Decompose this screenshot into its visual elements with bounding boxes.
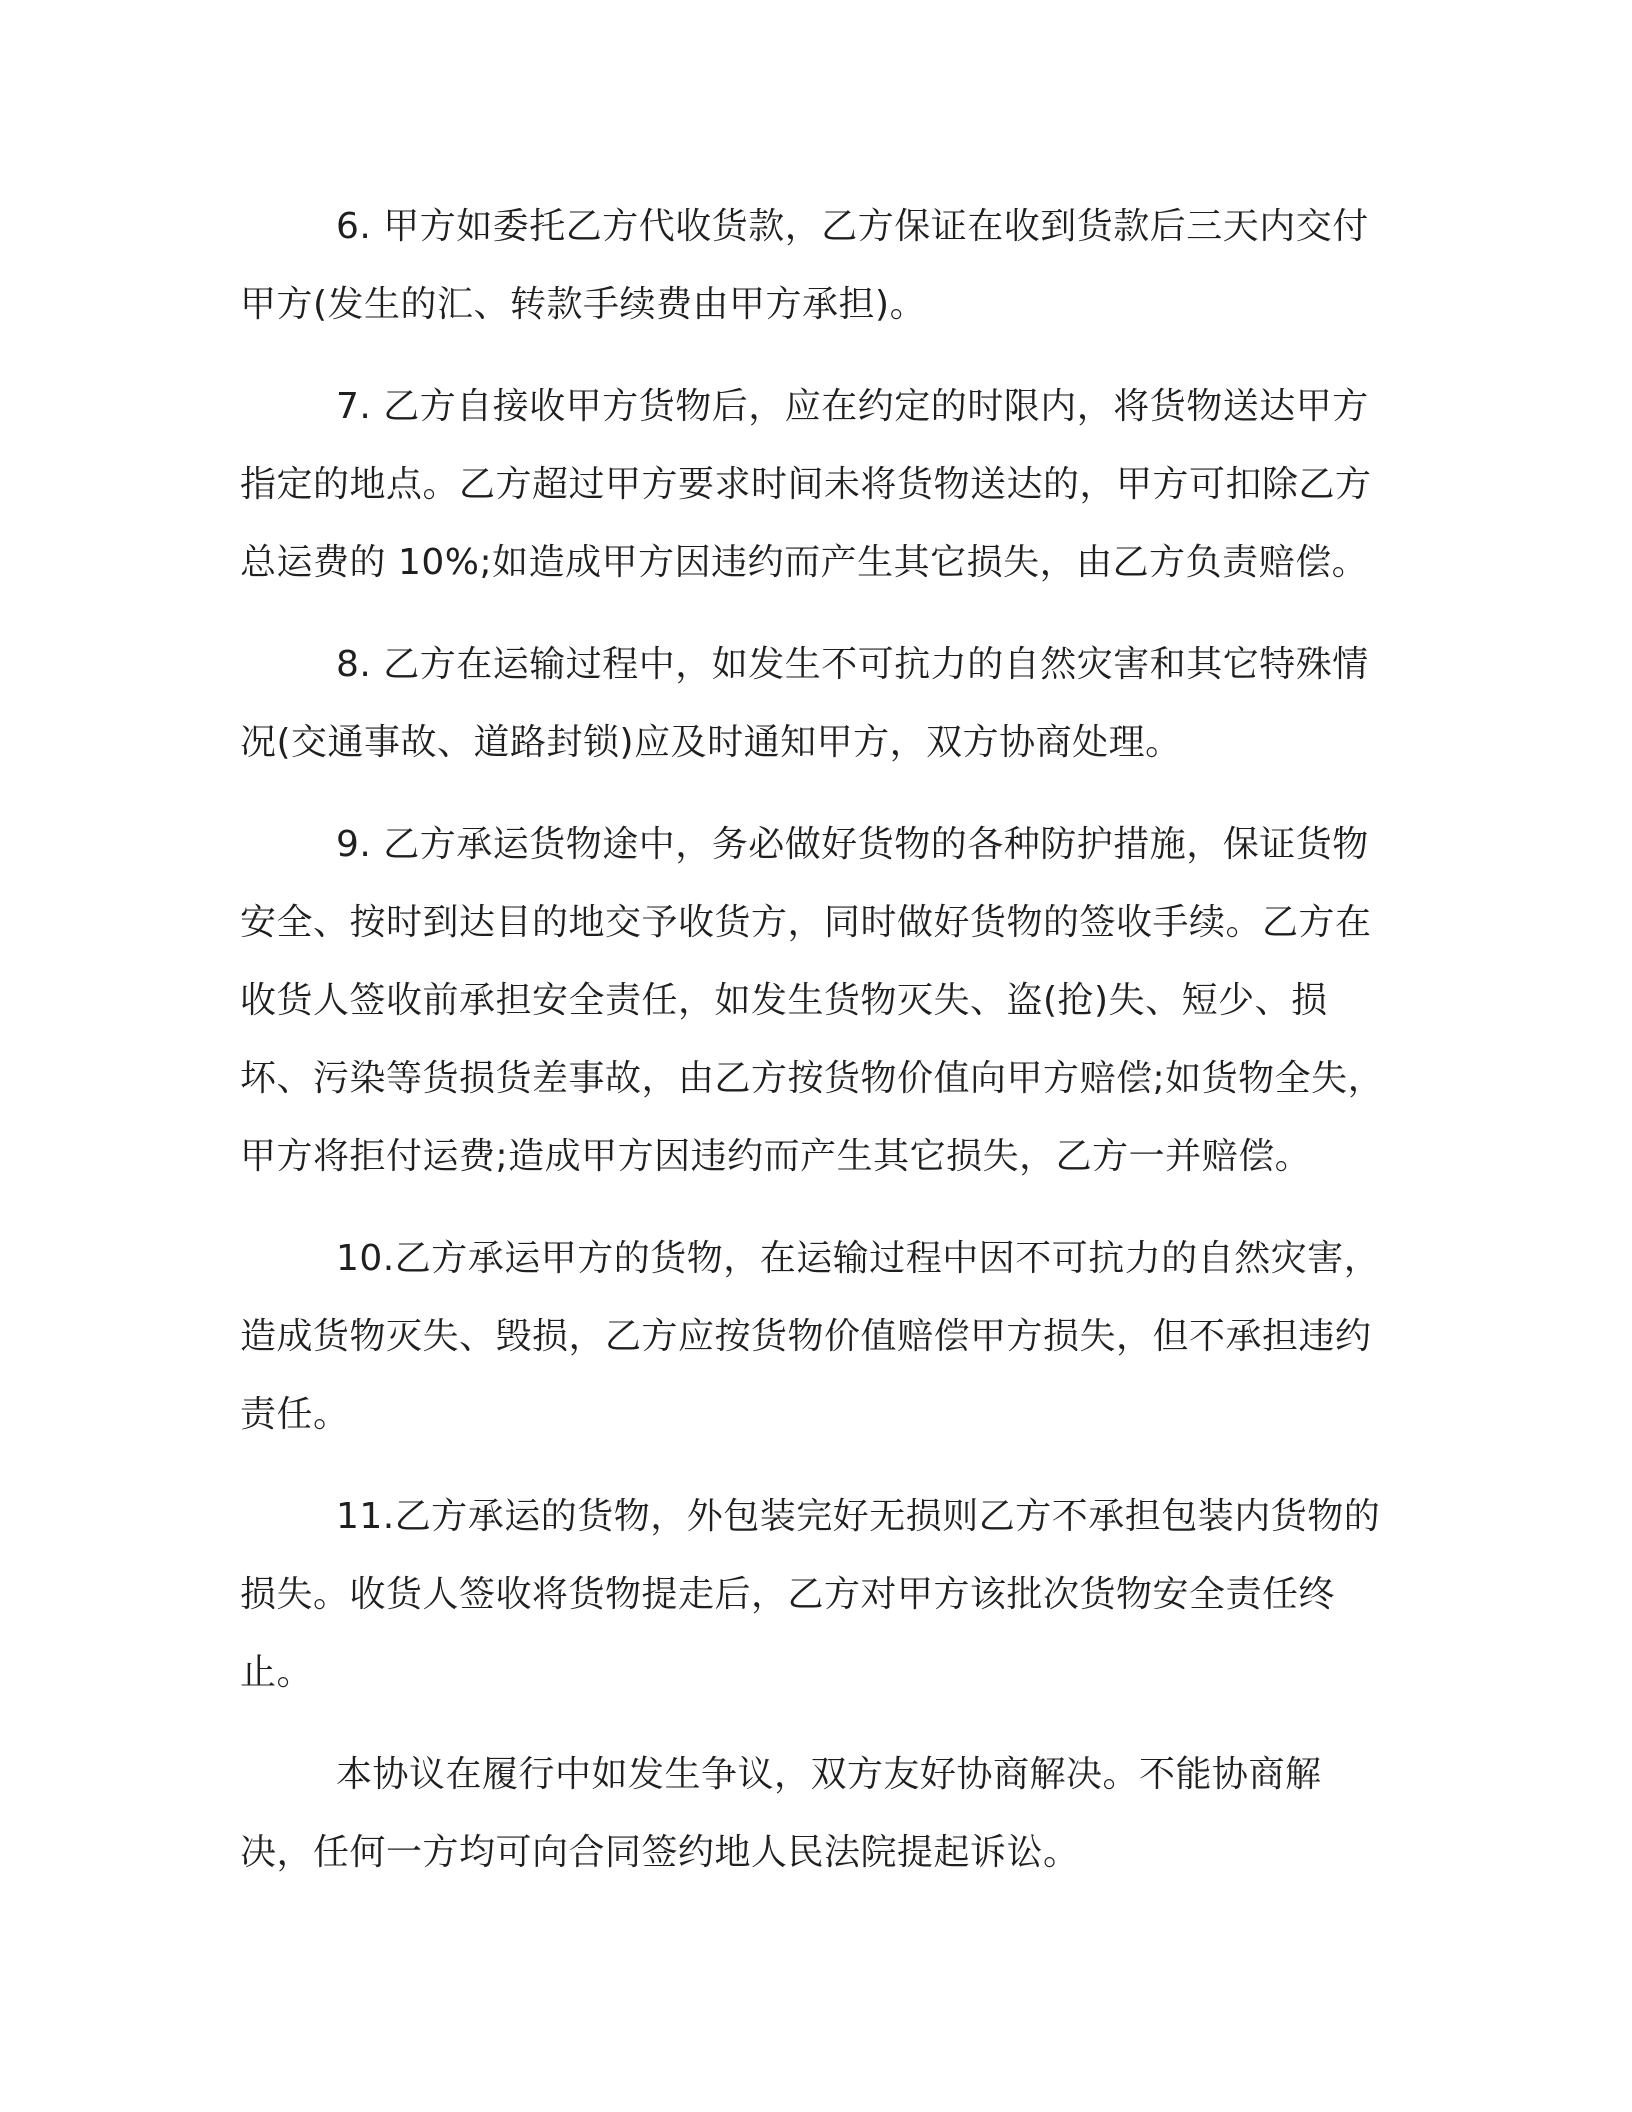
clause-6: 6. 甲方如委托乙方代收货款，乙方保证在收到货款后三天内交付甲方(发生的汇、转款手续费由甲方承担)。 (240, 206, 1369, 325)
clause-9: 9. 乙方承运货物途中，务必做好货物的各种防护措施，保证货物安全、按时到达目的地交予收货方，同时做好货物的签收手续。乙方在收货人签收前承担安全责任，如发生货物灭失、盗(抢)失、短少、损坏、污染等货损货差事故，由乙方按货物价值向甲方赔偿;如货物全失，甲方将拒付运费;造成甲方因违约而产生其它损失，乙方一并赔偿。 (240, 824, 1385, 1177)
clause-10: 10.乙方承运甲方的货物，在运输过程中因不可抗力的自然灾害，造成货物灭失、毁损，乙方应按货物价值赔偿甲方损失，但不承担违约责任。 (240, 1238, 1381, 1435)
clause-8: 8. 乙方在运输过程中，如发生不可抗力的自然灾害和其它特殊情况(交通事故、道路封锁)应及时通知甲方，双方协商处理。 (240, 644, 1369, 763)
document-body (240, 188, 1390, 1892)
clause-11: 11.乙方承运的货物，外包装完好无损则乙方不承担包装内货物的损失。收货人签收将货物提走后，乙方对甲方该批次货物安全责任终止。 (240, 1496, 1381, 1693)
dispute-resolution-clause: 本协议在履行中如发生争议，双方友好协商解决。不能协商解决，任何一方均可向合同签约地人民法院提起诉讼。 (240, 1754, 1322, 1873)
clause-7: 7. 乙方自接收甲方货物后，应在约定的时限内，将货物送达甲方指定的地点。乙方超过甲方要求时间未将货物送达的，甲方可扣除乙方总运费的 10%;如造成甲方因违约而产生其它损失，由乙方负责赔偿。 (240, 386, 1372, 583)
